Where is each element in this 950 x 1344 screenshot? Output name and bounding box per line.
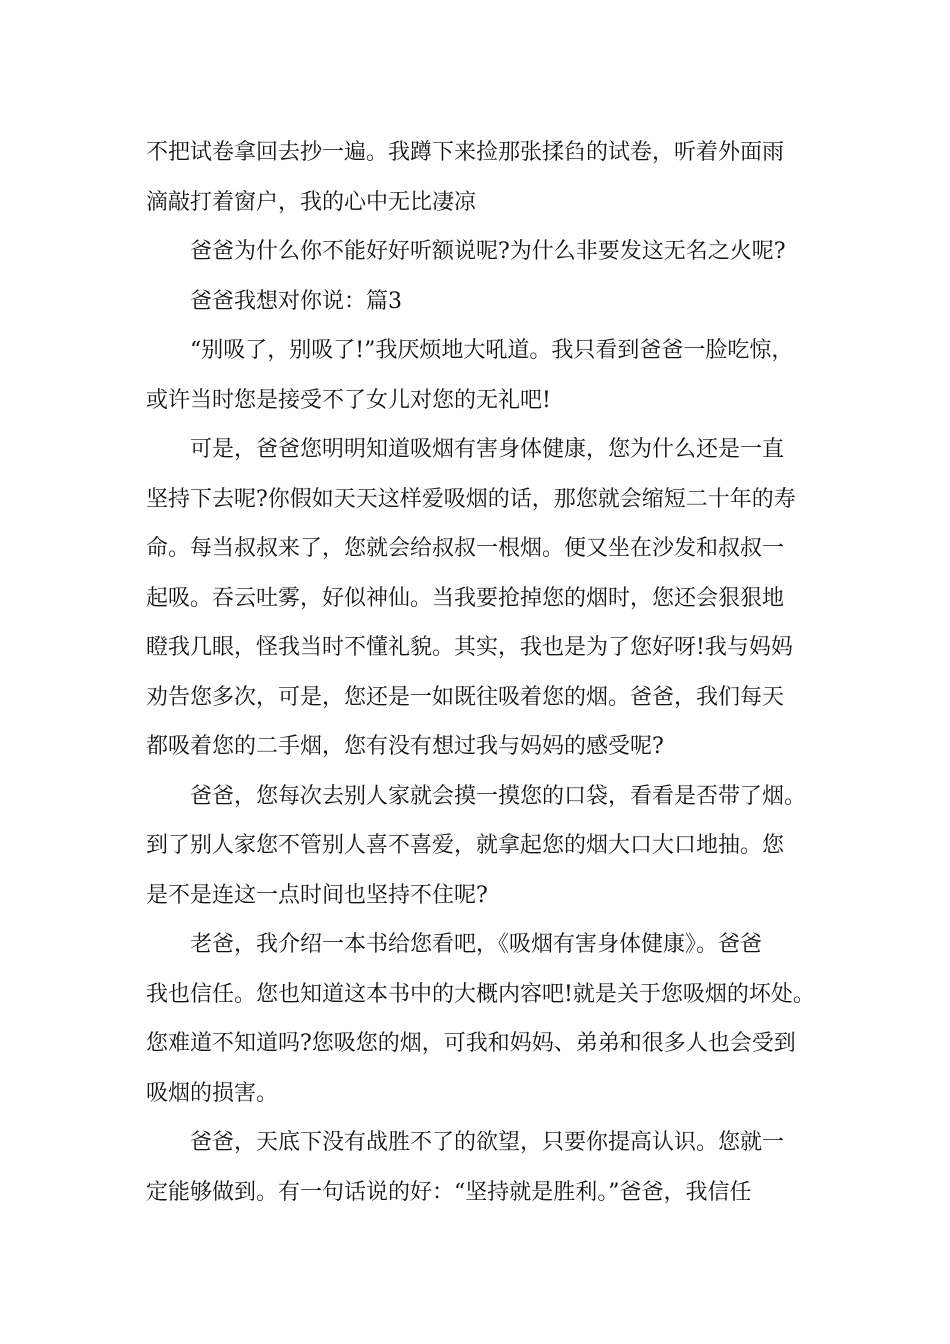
paragraph-start-line: “别吸了，别吸了!”我厌烦地大吼道。我只看到爸爸一脸吃惊，: [190, 338, 794, 363]
paragraph-start-line: 爸爸为什么你不能好好听额说呢?为什么非要发这无名之火呢?: [190, 239, 786, 264]
text-line: 都吸着您的二手烟，您有没有想过我与妈妈的感受呢?: [146, 734, 664, 759]
text-line: 定能够做到。有一句话说的好：“坚持就是胜利。”爸爸，我信任: [146, 1179, 752, 1205]
text-line: 滴敲打着窗户，我的心中无比凄凉: [146, 189, 477, 215]
text-line: 起吸。吞云吐雾，好似神仙。当我要抢掉您的烟时，您还会狠狠地: [146, 585, 785, 611]
text-line: 您难道不知道吗?您吸您的烟，可我和妈妈、弟弟和很多人也会受到: [146, 1031, 796, 1056]
text-line: 吸烟的损害。: [146, 1080, 279, 1106]
essay-body: [146, 128, 816, 1217]
paragraph-start-line: 可是，爸爸您明明知道吸烟有害身体健康，您为什么还是一直: [190, 437, 785, 462]
text-line: 瞪我几眼，怪我当时不懂礼貌。其实，我也是为了您好呀!我与妈妈: [146, 635, 793, 660]
text-line: 劝告您多次，可是，您还是一如既往吸着您的烟。爸爸，我们每天: [146, 684, 785, 710]
section-heading: 爸爸我想对你说：篇3: [190, 288, 402, 314]
paragraph-start-line: 老爸，我介绍一本书给您看吧，《吸烟有害身体健康》。爸爸: [190, 932, 763, 957]
text-line: 是不是连这一点时间也坚持不住呢?: [146, 882, 488, 908]
text-line: 命。每当叔叔来了，您就会给叔叔一根烟。便又坐在沙发和叔叔一: [146, 536, 785, 561]
text-line: 到了别人家您不管别人喜不喜爱，就拿起您的烟大口大口地抽。您: [146, 833, 785, 858]
text-line: 坚持下去呢?你假如天天这样爱吸烟的话，那您就会缩短二十年的寿: [146, 486, 796, 512]
paragraph-start-line: 爸爸，天底下没有战胜不了的欲望，只要你提高认识。您就一: [190, 1130, 785, 1155]
paragraph-start-line: 爸爸，您每次去别人家就会摸一摸您的口袋，看看是否带了烟。: [190, 783, 807, 809]
text-line: 或许当时您是接受不了女儿对您的无礼吧!: [146, 387, 551, 413]
text-line: 不把试卷拿回去抄一遍。我蹲下来捡那张揉臽的试卷，听着外面雨: [146, 140, 785, 165]
text-line: 我也信任。您也知道这本书中的大概内容吧!就是关于您吸烟的坏处。: [146, 981, 815, 1007]
